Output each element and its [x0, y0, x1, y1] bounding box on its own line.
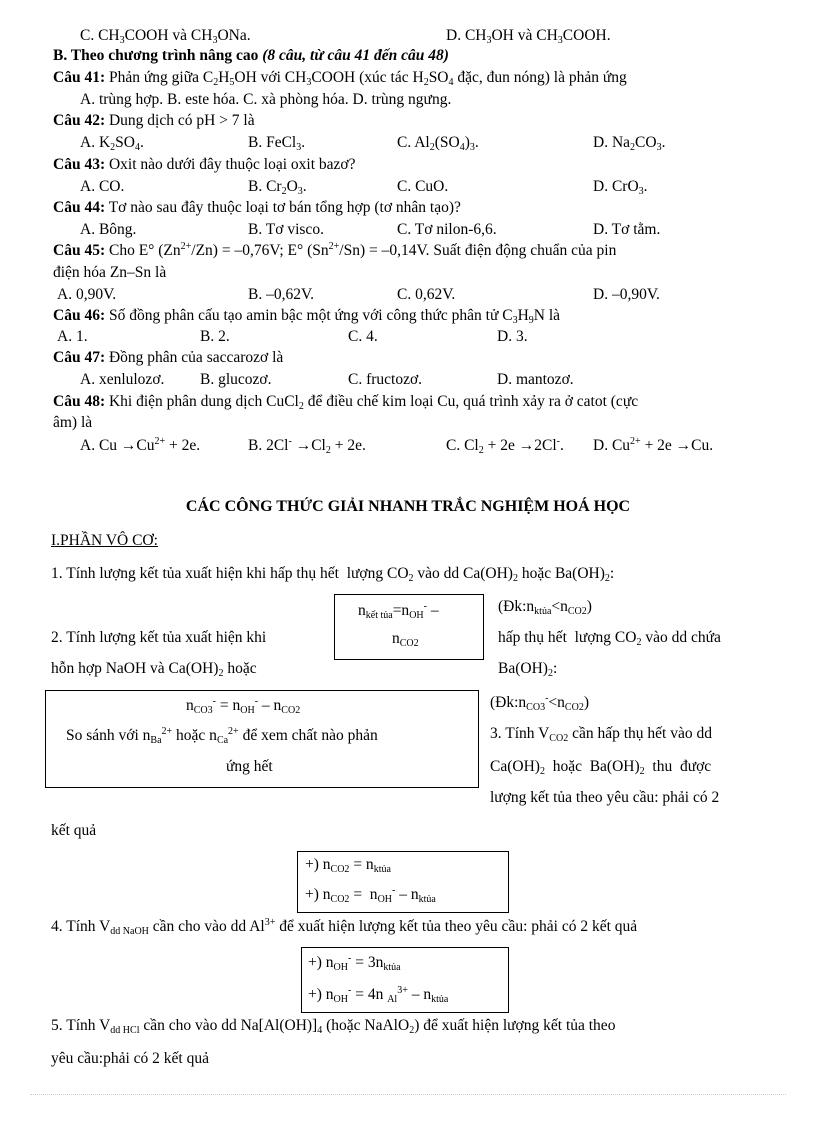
q44-option-a: A. Bông. — [80, 221, 137, 238]
formula-2-a: 2. Tính lượng kết tủa xuất hiện khi — [51, 629, 267, 646]
box4-line1: +) $n_{OH}^- = 3n_{ktủa}$ — [308, 953, 401, 973]
formula-3-a: 3. Tính $V_{CO2}$ cần hấp thụ hết vào dd — [490, 725, 712, 744]
page-bottom-divider — [30, 1094, 786, 1095]
q47-option-c: C. fructozơ. — [348, 371, 423, 388]
question-41-options: A. trùng hợp. B. este hóa. C. xà phòng hóa. D. trùng ngưng. — [80, 91, 452, 108]
question-45: Câu 45: Cho E° $(Zn^{2+}/Zn) = -0,76V$; E° $(Sn^{2+}/Sn) = -0,14V$. Suất điện động chuẩn của pin — [53, 241, 617, 259]
condition-2: $(Đk:n_{CO3}^-<n_{CO2})$ — [490, 693, 589, 713]
q42-option-d: D. $Na_2CO_3$. — [593, 134, 666, 153]
q48-option-a: A. $Cu \to Cu^{2+} + 2e$. — [80, 436, 201, 454]
question-41: Câu 41: Phản ứng giữa $C_2H_5OH$ với $CH_3COOH$ (xúc tác $H_2SO_4$ đặc, đun nóng) là phản ứng — [53, 69, 627, 88]
q48-option-d: D. $Cu^{2+} + 2e \to Cu$. — [593, 436, 714, 454]
q45-option-c: C. 0,62V. — [397, 286, 456, 303]
q42-option-c: C. $Al_2(SO_4)_3$. — [397, 134, 479, 153]
q47-option-a: A. xenlulozơ. — [80, 371, 165, 388]
section-b-title: B. Theo chương trình nâng cao — [53, 47, 259, 64]
box3-line2: +) $n_{CO2} = n_{OH}^- - n_{ktủa}$ — [305, 885, 436, 905]
q48-option-c: C. $Cl_2 + 2e \to 2Cl^-$. — [446, 436, 564, 456]
q42-option-a: A. $K_2SO_4$. — [80, 134, 144, 153]
question-46: Câu 46: Số đồng phân cấu tạo amin bậc một ứng với công thức phân tử $C_3H_9N$ là — [53, 307, 561, 326]
q44-option-c: C. Tơ nilon-6,6. — [397, 221, 497, 238]
q43-option-d: D. CrO$_3$. — [593, 178, 648, 197]
question-44: Câu 44: Tơ nào sau đây thuộc loại tơ bán tổng hợp (tơ nhân tạo)? — [53, 199, 461, 216]
section-b-note: (8 câu, từ câu 41 đến câu 48) — [262, 47, 449, 64]
q47-option-d: D. mantozơ. — [497, 371, 574, 388]
q44-option-b: B. Tơ visco. — [248, 221, 324, 238]
condition-1: $(Đk:n_{ktủa}<n_{CO2})$ — [498, 598, 592, 617]
q45-option-d: D. –0,90V. — [593, 286, 660, 303]
q40-option-d: D. $CH_3OH$ và $CH_3COOH$. — [446, 27, 611, 46]
question-48: Câu 48: Khi điện phân dung dịch CuCl$_2$ để điều chế kim loại Cu, quá trình xảy ra ở catot (cực — [53, 393, 639, 412]
q43-option-a: A. CO. — [80, 178, 125, 195]
formula-2-c: hấp thụ hết lượng $CO_2$ vào dd chứa — [498, 629, 721, 648]
question-42: Câu 42: Dung dịch có pH > 7 là — [53, 112, 255, 129]
box3-line1: +) $n_{CO2} = n_{ktủa}$ — [305, 856, 391, 875]
q46-option-a: A. 1. — [57, 328, 88, 345]
formula-5-a: 5. Tính $V_{dd HCl}$ cần cho vào dd $Na[Al(OH)]_4$ (hoặc NaAlO$_2$) để xuất hiện lượng kết tủa theo — [51, 1017, 616, 1036]
section-b-heading — [53, 46, 449, 66]
box1-line2: $n_{CO2}$ — [392, 630, 419, 649]
q42-option-b: B. FeCl$_3$. — [248, 134, 306, 153]
formula-3-c: lượng kết tủa theo yêu cầu: phải có 2 — [490, 789, 720, 806]
formula-1: 1. Tính lượng kết tủa xuất hiện khi hấp thụ hết lượng $CO_2$ vào dd $Ca(OH)_2$ hoặc $Ba(OH)_2$: — [51, 565, 615, 584]
formula-3-b: $Ca(OH)_2$ hoặc $Ba(OH)_2$ thu được — [490, 758, 712, 777]
q40-option-c: C. $CH_3COOH$ và $CH_3ONa$. — [80, 27, 251, 46]
formula-2-b: hỗn hợp NaOH và $Ca(OH)_2$ hoặc — [51, 660, 257, 679]
formula-4: 4. Tính $V_{dd NaOH}$ cần cho vào dd $Al^{3+}$ để xuất hiện lượng kết tủa theo yêu cầu: phải có 2 kết quả — [51, 917, 638, 937]
box1-line1: $n_{kết tủa}=n_{OH}^-$ – — [358, 601, 439, 621]
q43-option-c: C. CuO. — [397, 178, 449, 195]
q45-option-b: B. –0,62V. — [248, 286, 315, 303]
formula-3-d: kết quả — [51, 822, 97, 839]
q43-option-b: B. $Cr_2O_3$. — [248, 178, 307, 197]
box2-line1: $n_{CO3}^- = n_{OH}^- - n_{CO2}$ — [186, 696, 301, 716]
box2-line2: So sánh với $n_{Ba}^{2+}$ hoặc $n_{Ca}^{2+}$ để xem chất nào phản — [66, 726, 378, 746]
box4-line2: +) $n_{OH}^- = 4n$ $_{Al}^{3+} - n_{ktủa}$ — [308, 985, 449, 1005]
q48-option-b: B. $2Cl^- \to Cl_2 + 2e$. — [248, 436, 366, 456]
q47-option-b: B. glucozơ. — [200, 371, 272, 388]
question-48-cont: âm) là — [53, 414, 93, 431]
q45-option-a: A. 0,90V. — [57, 286, 117, 303]
box2-line3: ứng hết — [226, 758, 273, 775]
question-43: Câu 43: Oxit nào dưới đây thuộc loại oxit bazơ? — [53, 156, 356, 173]
q46-option-b: B. 2. — [200, 328, 230, 345]
part-heading: I.PHẦN VÔ CƠ: — [51, 532, 158, 549]
question-47: Câu 47: Đồng phân của saccarozơ là — [53, 349, 284, 366]
q46-option-c: C. 4. — [348, 328, 378, 345]
question-45-cont: điện hóa Zn–Sn là — [53, 264, 167, 281]
formula-2-d: $Ba(OH)_2$: — [498, 660, 558, 679]
formula-5-b: yêu cầu:phải có 2 kết quả — [51, 1050, 209, 1067]
q44-option-d: D. Tơ tằm. — [593, 221, 661, 238]
page-title: CÁC CÔNG THỨC GIẢI NHANH TRẮC NGHIỆM HOÁ HỌC — [185, 498, 631, 515]
q46-option-d: D. 3. — [497, 328, 528, 345]
